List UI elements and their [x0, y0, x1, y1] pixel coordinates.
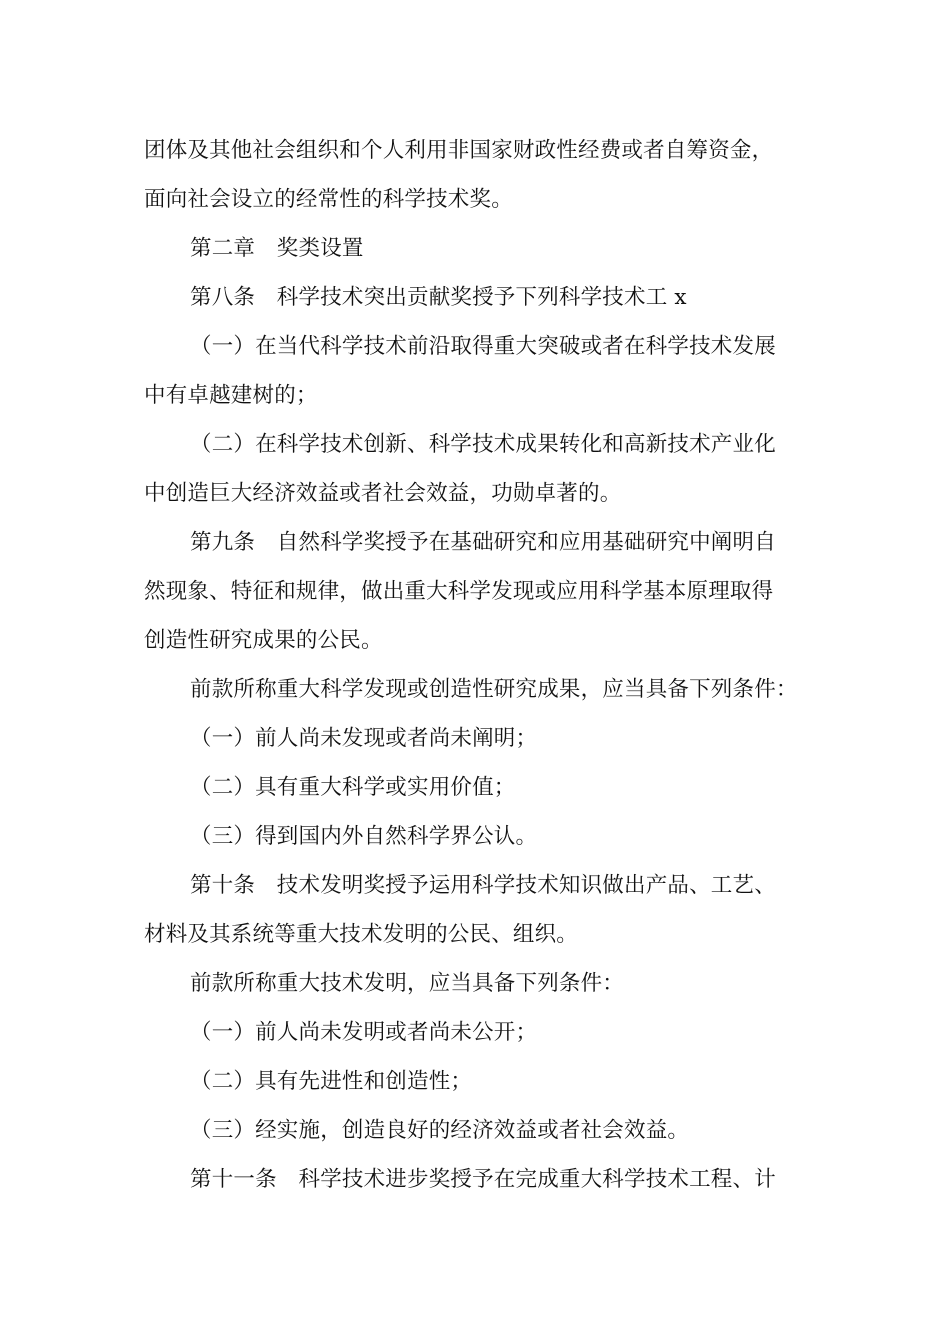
text-line: （二）在科学技术创新、科学技术成果转化和高新技术产业化 [190, 432, 776, 457]
list-item: （一）前人尚未发现或者尚未阐明； [190, 726, 538, 751]
text-line: 然现象、特征和规律，做出重大科学发现或应用科学基本原理取得 [144, 579, 774, 604]
list-item: （二）具有重大科学或实用价值； [190, 775, 516, 800]
list-item: （三）得到国内外自然科学界公认。 [190, 824, 538, 849]
text-line: 材料及其系统等重大技术发明的公民、组织。 [144, 922, 579, 947]
list-item: （一）前人尚未发明或者尚未公开； [190, 1020, 538, 1045]
text-line: 面向社会设立的经常性的科学技术奖。 [144, 187, 513, 212]
list-item: （三）经实施，创造良好的经济效益或者社会效益。 [190, 1118, 690, 1143]
text-line: 中有卓越建树的； [144, 383, 318, 408]
article-11-line: 第十一条 科学技术进步奖授予在完成重大科学技术工程、计 [190, 1167, 776, 1192]
list-item: （二）具有先进性和创造性； [190, 1069, 473, 1094]
chapter-heading: 第二章 奖类设置 [190, 236, 364, 261]
article-10-line: 第十条 技术发明奖授予运用科学技术知识做出产品、工艺、 [190, 873, 776, 898]
text-line: 前款所称重大科学发现或创造性研究成果，应当具备下列条件： [190, 677, 798, 702]
document-body [144, 126, 810, 1204]
text-line: 前款所称重大技术发明，应当具备下列条件： [190, 971, 625, 996]
text-line: 中创造巨大经济效益或者社会效益，功勋卓著的。 [144, 481, 622, 506]
text-line: （一）在当代科学技术前沿取得重大突破或者在科学技术发展 [190, 334, 776, 359]
text-line: 创造性研究成果的公民。 [144, 628, 383, 653]
article-9-line: 第九条 自然科学奖授予在基础研究和应用基础研究中阐明自 [190, 530, 776, 555]
article-8-line: 第八条 科学技术突出贡献奖授予下列科学技术工 x [190, 285, 687, 310]
text-line: 团体及其他社会组织和个人利用非国家财政性经费或者自筹资金， [144, 138, 774, 163]
